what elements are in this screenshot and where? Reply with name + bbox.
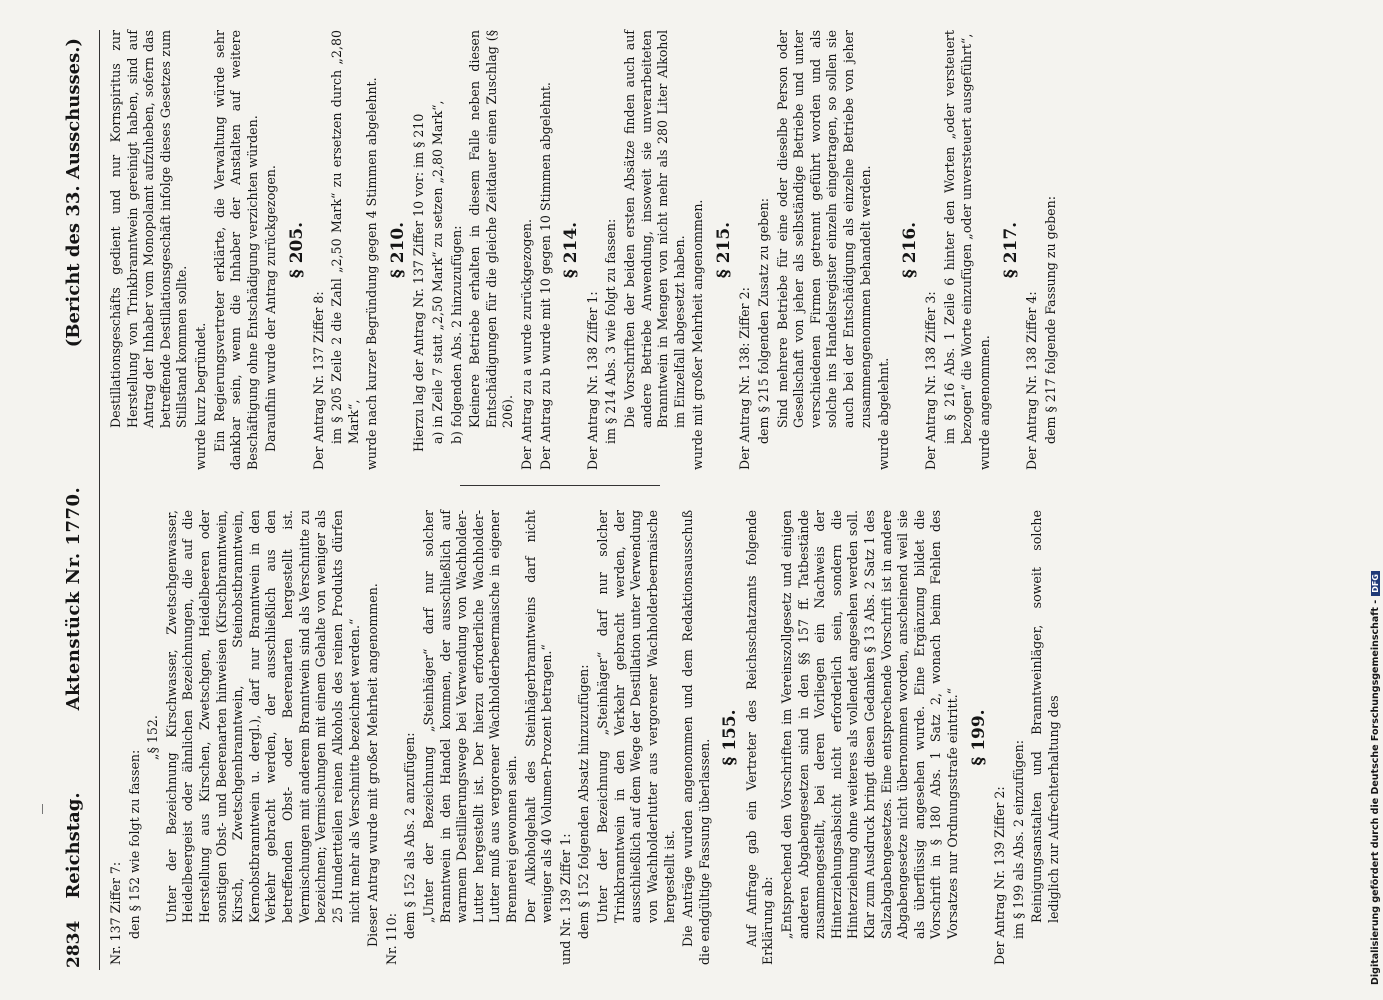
section-heading: § 205.	[287, 221, 308, 279]
paragraph: dem § 152 als Abs. 2 anzufügen:	[402, 732, 418, 939]
paragraph: Dieser Antrag wurde mit großer Mehrheit angenommen.	[365, 583, 381, 947]
paragraph: Sind mehrere Betriebe für eine oder dieselbe Person oder Gesellschaft von jeher als selbständige Betriebe und unter verschiedenen Firmen getrennt geführt worden und als solche ins Handelsregister einzeln eingetragen, so sollen sie auch bei der Entschädigung als einzelne Betriebe von jeher zusammengenommen behandelt werden.	[774, 30, 873, 428]
section-heading: § 217.	[1000, 221, 1021, 279]
dfg-logo: DFG	[1371, 571, 1380, 596]
paragraph: Nr. 110:	[383, 913, 399, 965]
paragraph: a) in Zeile 7 statt „2,50 Mark“ zu setzen „2,80 Mark“,	[430, 100, 446, 444]
paragraph: Kleinere Betriebe erhalten in diesem Falle neben diesen Entschädigungen für die gleiche Zeitdauer einen Zuschlag (§ 206).	[467, 30, 516, 428]
paragraph: im § 214 Abs. 3 wie folgt zu fassen:	[603, 218, 619, 444]
header-rule	[99, 30, 100, 970]
section-heading: § 215.	[713, 221, 734, 279]
paragraph: Unter der Bezeichnung „Steinhäger“ darf nur solcher Trinkbranntwein in den Verkehr gebracht werden, der ausschließlich auf dem Wege der Destillation unter Verwendung von Wachholderlutter aus vergorener Wachholderbeermaische hergestellt ist.	[595, 510, 677, 923]
paragraph: im § 205 Zeile 2 die Zahl „2,50 Mark“ zu ersetzen durch „2,80 Mark“,	[329, 30, 361, 444]
paragraph: Auf Anfrage gab ein Vertreter des Reichsschatzamts folgende Erklärung ab:	[743, 510, 776, 965]
page-number: 2834	[64, 920, 84, 968]
header-left: Reichstag.	[63, 792, 84, 899]
paragraph: Der Antrag zu a wurde zurückgezogen.	[519, 218, 535, 470]
text-column-left	[108, 510, 1061, 965]
paragraph: im § 216 Abs. 1 Zeile 6 hinter den Worten „oder versteuert bezogen“ die Worte einzufügen „oder unversteuert ausgeführt“,	[941, 30, 974, 444]
header-right: (Bericht des 33. Ausschusses.)	[63, 38, 84, 348]
paragraph: „Entsprechend den Vorschriften im Vereinszollgesetz und einigen anderen Abgabengesetzen sind in den §§ 157 ff. Tatbestände zusammengestellt, bei deren Vorliegen ein Nachweis der Hinterziehungsabsicht nicht erforderlich sein, sondern die Hinterziehung ohne weiteres als vollendet angesehen werden soll. Klar zum Ausdruck bringt diesen Gedanken § 13 Abs. 2 Satz 1 des Salzabgabengesetzes. Eine entsprechende Vorschrift ist in andere Abgabengesetze nicht übernommen worden, anscheinend weil sie als überflüssig angesehen wurde. Eine Ergänzung bildet die Vorschrift in § 180 Abs. 1 Satz 2, wonach beim Fehlen des Vorsatzes nur Ordnungsstrafe eintritt.“	[778, 510, 961, 939]
paragraph: Der Antrag zu b wurde mit 10 gegen 10 Stimmen abgelehnt.	[537, 82, 553, 470]
paragraph: wurde abgelehnt.	[876, 357, 892, 470]
paragraph: Die Vorschriften der beiden ersten Absätze finden auch auf andere Betriebe Anwendung, insoweit sie unverarbeiteten Branntwein in Mengen von nicht mehr als 280 Liter Alkohol im Einzelfall abgesetzt haben.	[621, 30, 687, 428]
header-center: Aktenstück Nr. 1770.	[63, 486, 84, 711]
paragraph: Der Antrag Nr. 138 Ziffer 3:	[923, 291, 939, 470]
paragraph: wurde angenommen.	[977, 335, 993, 470]
paragraph: „Unter der Bezeichnung „Steinhäger“ darf nur solcher Branntwein in den Handel kommen, der ausschließlich auf warmem Destillierungswege bei Verwendung von Wachholder-Lutter hergestellt ist. Der hierzu erforderliche Wachholder-Lutter muß aus vergorener Wachholderbeermaische in eigener Brennerei gewonnen sein.	[420, 510, 520, 923]
paragraph: im § 199 als Abs. 2 einzufügen:	[1010, 740, 1026, 939]
paragraph: dem § 215 folgenden Zusatz zu geben:	[756, 198, 772, 444]
paragraph: Der Antrag Nr. 138: Ziffer 2:	[737, 287, 753, 470]
paragraph: den § 152 wie folgt zu fassen:	[126, 749, 142, 939]
paragraph: wurde nach kurzer Begründung gegen 4 Stimmen abgelehnt.	[364, 77, 380, 470]
paragraph: Der Alkoholgehalt des Steinhägerbranntweins darf nicht weniger als 40 Volumen-Prozent betragen.“	[522, 510, 555, 923]
paragraph: Die Anträge wurden angenommen und dem Redaktionsausschuß die endgültige Fassung überlassen.	[680, 510, 712, 965]
page-header	[62, 38, 94, 968]
section-heading: § 214.	[561, 221, 582, 279]
paragraph: Daraufhin wurde der Antrag zurückgezogen.	[263, 165, 279, 452]
section-heading: § 155.	[720, 709, 741, 766]
paragraph: Hierzu lag der Antrag Nr. 137 Ziffer 10 vor: im § 210	[411, 113, 427, 452]
paragraph: Reinigungsanstalten und Branntweinläger, soweit solche lediglich zur Aufrechterhaltung des	[1029, 510, 1061, 923]
column-divider	[460, 485, 660, 486]
section-heading: § 216.	[899, 221, 920, 279]
paragraph: Nr. 137 Ziffer 7:	[108, 861, 123, 965]
paragraph: wurde mit großer Mehrheit angenommen.	[690, 199, 706, 470]
paragraph: Ein Regierungsvertreter erklärte, die Verwaltung würde sehr dankbar sein, wenn die Inhaber der Anstalten auf weitere Beschäftigung ohne Entschädigung verzichten würden.	[211, 30, 260, 470]
paragraph: Der Antrag Nr. 137 Ziffer 8:	[310, 291, 326, 470]
paragraph: und Nr. 139 Ziffer 1:	[557, 833, 573, 965]
text-column-right	[108, 30, 1058, 470]
paragraph: Der Antrag Nr. 138 Ziffer 1:	[584, 291, 600, 470]
digitization-note	[1370, 5, 1381, 985]
paragraph: dem § 152 folgenden Absatz hinzuzufügen:	[576, 664, 592, 939]
paragraph: dem § 217 folgende Fassung zu geben:	[1042, 196, 1058, 444]
digitization-text: Digitalisierung gefördert durch die Deutsche Forschungsgemeinschaft -	[1370, 599, 1381, 985]
paragraph: wurde kurz begründet.	[193, 322, 209, 470]
paragraph: Der Antrag Nr. 139 Ziffer 2:	[992, 786, 1008, 965]
paragraph: b) folgenden Abs. 2 hinzuzufügen:	[448, 225, 464, 444]
section-heading: § 210.	[387, 221, 408, 279]
paragraph: „§ 152.	[145, 715, 161, 760]
margin-mark	[42, 804, 43, 814]
paragraph: Unter der Bezeichnung Kirschwasser, Zwetschgenwasser, Heidelbeergeist oder ähnlichen Bezeichnungen, die auf die Herstellung aus Kirschen, Zwetschgen, Heidelbeeren oder sonstigen Obst- und Beerenarten hinweisen (Kirschbranntwein, Kirsch, Zwetschgenbranntwein, Steinobstbranntwein, Kernobstbranntwein u. dergl.), darf nur Branntwein in den Verkehr gebracht werden, der ausschließlich aus den betreffenden Obst- oder Beerenarten hergestellt ist. Vermischungen mit anderem Branntwein sind als Verschnitte zu bezeichnen; Vermischungen mit einem Gehalte von weniger als 25 Hundertteilen reinen Alkohols des reinen Produkts dürfen nicht mehr als Verschnitte bezeichnet werden.“	[163, 510, 362, 923]
paragraph: Der Antrag Nr. 138 Ziffer 4:	[1024, 291, 1040, 470]
section-heading: § 199.	[968, 709, 989, 766]
paragraph: Destillationsgeschäfts gedient und nur Kornspiritus zur Herstellung von Trinkbranntwein gereinigt haben, sind auf Antrag der Inhaber vom Monopolamt aufzuheben, sofern das betreffende Destillationsgeschäft infolge dieses Gesetzes zum Stillstand kommen sollte.	[108, 30, 190, 428]
